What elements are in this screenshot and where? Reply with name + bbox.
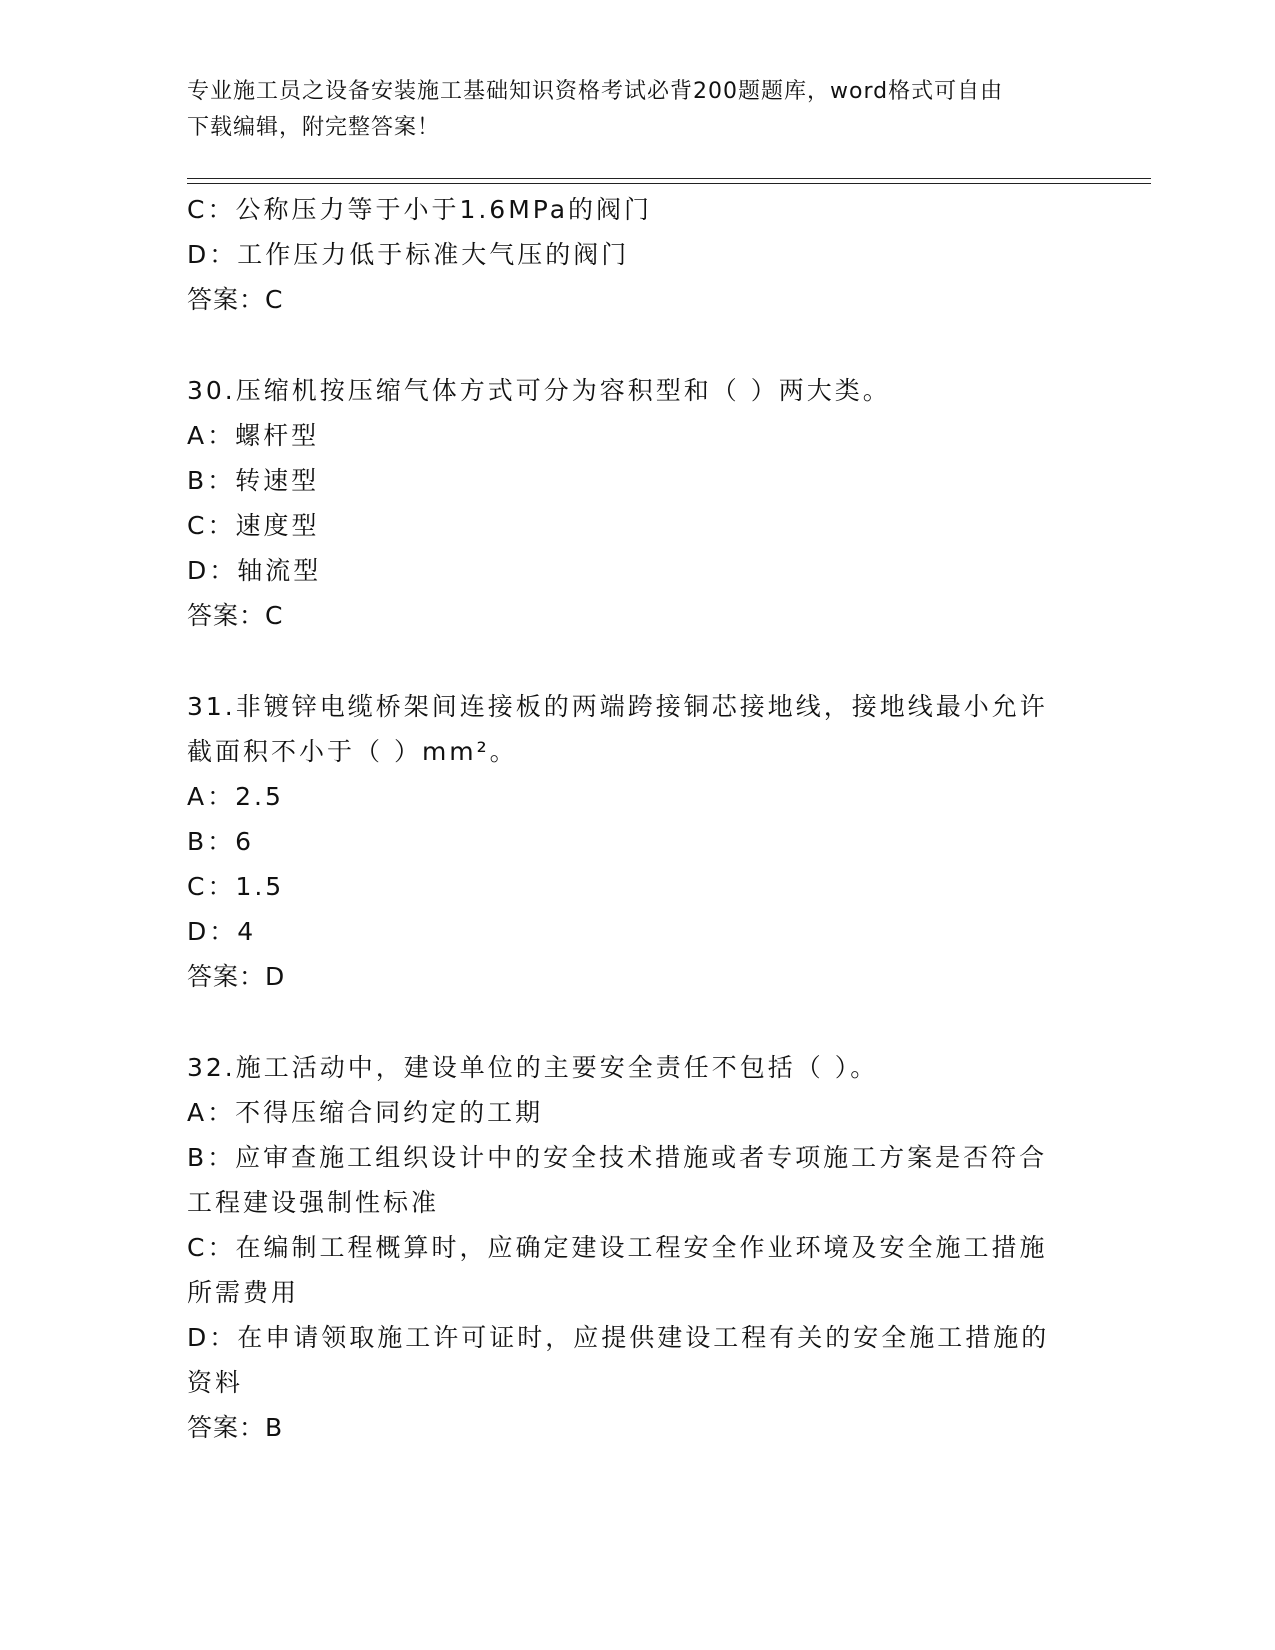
header-divider-top [187, 178, 1151, 179]
question-stem-line-1: 31.非镀锌电缆桥架间连接板的两端跨接铜芯接地线，接地线最小允许 [187, 692, 1048, 721]
option-a: A：2.5 [187, 782, 284, 811]
question-29-tail [187, 187, 1087, 322]
option-d: D：轴流型 [187, 556, 322, 585]
option-c: C：1.5 [187, 872, 285, 901]
option-d: D：工作压力低于标准大气压的阀门 [187, 240, 630, 269]
question-31 [187, 684, 1087, 999]
answer-line: 答案：D [187, 962, 286, 991]
option-a: A：螺杆型 [187, 421, 320, 450]
option-d-line-2: 资料 [187, 1368, 244, 1397]
option-d-line-1: D：在申请领取施工许可证时，应提供建设工程有关的安全施工措施的 [187, 1323, 1050, 1352]
question-32 [187, 1045, 1087, 1450]
option-b: B：6 [187, 827, 255, 856]
answer-line: 答案：B [187, 1413, 284, 1442]
header-line-2: 下载编辑，附完整答案！ [187, 115, 441, 140]
question-stem-line-2: 截面积不小于（ ）mm²。 [187, 737, 518, 766]
document-header [187, 74, 1067, 146]
question-stem: 32.施工活动中，建设单位的主要安全责任不包括（ ）。 [187, 1053, 879, 1082]
header-line-1: 专业施工员之设备安装施工基础知识资格考试必背200题题库，word格式可自由 [187, 79, 1004, 104]
option-c: C：速度型 [187, 511, 320, 540]
option-c-line-2: 所需费用 [187, 1278, 300, 1307]
option-b-line-1: B：应审查施工组织设计中的安全技术措施或者专项施工方案是否符合 [187, 1143, 1048, 1172]
option-a: A：不得压缩合同约定的工期 [187, 1098, 544, 1127]
answer-line: 答案：C [187, 601, 284, 630]
answer-line: 答案：C [187, 285, 284, 314]
question-30 [187, 368, 1087, 638]
option-d: D：4 [187, 917, 257, 946]
question-list [187, 187, 1087, 1450]
option-b: B：转速型 [187, 466, 320, 495]
option-c: C：公称压力等于小于1.6MPa的阀门 [187, 195, 653, 224]
header-divider-bottom [187, 183, 1151, 184]
option-b-line-2: 工程建设强制性标准 [187, 1188, 440, 1217]
question-stem: 30.压缩机按压缩气体方式可分为容积型和（ ）两大类。 [187, 376, 891, 405]
option-c-line-1: C：在编制工程概算时，应确定建设工程安全作业环境及安全施工措施 [187, 1233, 1048, 1262]
